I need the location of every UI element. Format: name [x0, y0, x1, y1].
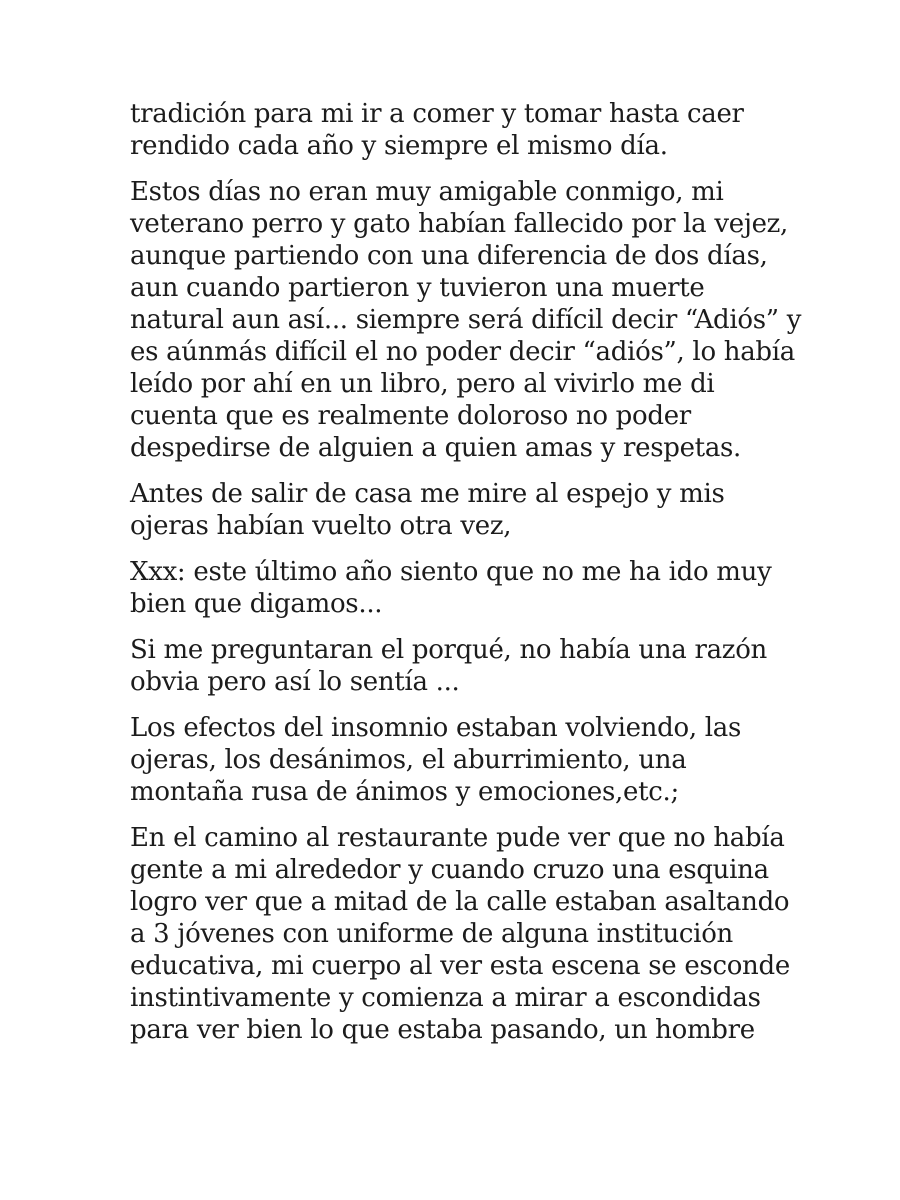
- text-line: Xxx: este último año siento que no me ha ido muy: [130, 557, 772, 587]
- text-line: rendido cada año y siempre el mismo día.: [130, 131, 668, 161]
- text-line: despedirse de alguien a quien amas y respetas.: [130, 433, 742, 463]
- text-line: En el camino al restaurante pude ver que no había: [130, 823, 785, 853]
- text-line: gente a mi alrededor y cuando cruzo una esquina: [130, 855, 769, 885]
- text-line: veterano perro y gato habían fallecido por la vejez,: [130, 209, 789, 239]
- text-line: leído por ahí en un libro, pero al vivirlo me di: [130, 369, 715, 399]
- paragraph-6: [130, 712, 780, 808]
- text-line: cuenta que es realmente doloroso no poder: [130, 401, 691, 431]
- paragraph-4: [130, 556, 780, 620]
- text-line: obvia pero así lo sentía ...: [130, 667, 460, 697]
- text-line: aunque partiendo con una diferencia de dos días,: [130, 241, 768, 271]
- paragraph-3: [130, 478, 780, 542]
- text-line: montaña rusa de ánimos y emociones,etc.;: [130, 777, 679, 807]
- text-line: es aúnmás difícil el no poder decir “adiós”, lo había: [130, 337, 795, 367]
- text-line: educativa, mi cuerpo al ver esta escena se esconde: [130, 951, 790, 981]
- paragraph-5: [130, 634, 780, 698]
- paragraph-1: [130, 98, 780, 162]
- text-line: tradición para mi ir a comer y tomar hasta caer: [130, 99, 744, 129]
- text-line: Estos días no eran muy amigable conmigo, mi: [130, 177, 724, 207]
- text-line: logro ver que a mitad de la calle estaban asaltando: [130, 887, 790, 917]
- text-line: Si me preguntaran el porqué, no había una razón: [130, 635, 767, 665]
- text-line: natural aun así... siempre será difícil decir “Adiós” y: [130, 305, 802, 335]
- paragraph-7: [130, 822, 790, 1046]
- text-line: instintivamente y comienza a mirar a escondidas: [130, 983, 761, 1013]
- text-line: ojeras habían vuelto otra vez,: [130, 511, 512, 541]
- text-line: Los efectos del insomnio estaban volviendo, las: [130, 713, 742, 743]
- text-line: para ver bien lo que estaba pasando, un hombre: [130, 1015, 755, 1045]
- text-line: bien que digamos...: [130, 589, 383, 619]
- text-line: Antes de salir de casa me mire al espejo y mis: [130, 479, 725, 509]
- text-line: aun cuando partieron y tuvieron una muerte: [130, 273, 705, 303]
- text-line: ojeras, los desánimos, el aburrimiento, una: [130, 745, 687, 775]
- text-line: a 3 jóvenes con uniforme de alguna institución: [130, 919, 733, 949]
- paragraph-2: [130, 176, 802, 464]
